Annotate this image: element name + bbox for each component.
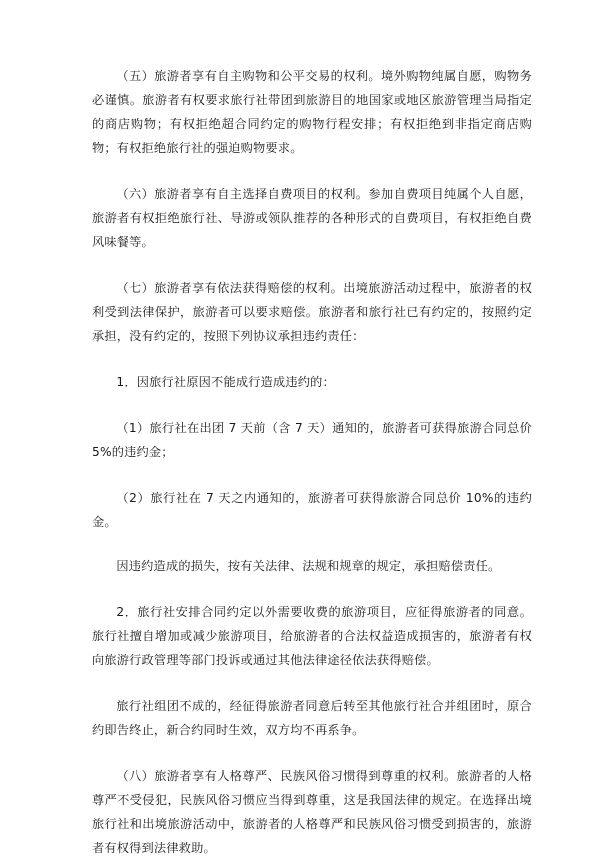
paragraph-shopping-rights: （五）旅游者享有自主购物和公平交易的权利。境外购物纯属自愿，购物务必谨慎。旅游者有权要求旅行社带团到旅游目的地国家或地区旅游管理当局指定的商店购物；有权拒绝超合同约定的购物行程安排；有权拒绝到非指定商店购物；有权拒绝旅行社的强迫购物要求。 xyxy=(92,69,532,155)
paragraph-item-1-sub-1: （1）旅行社在出团 7 天前（含 7 天）通知的，旅游者可获得旅游合同总价 5%的违约金； xyxy=(92,421,532,459)
paragraph-self-paid-items: （六）旅游者享有自主选择自费项目的权利。参加自费项目纯属个人自愿，旅游者有权拒绝旅行社、导游或领队推荐的各种形式的自费项目，有权拒绝自费风味餐等。 xyxy=(92,187,532,249)
paragraph-item-1-sub-2: （2）旅行社在 7 天之内通知的，旅游者可获得旅游合同总价 10%的违约金。 xyxy=(92,491,532,529)
paragraph-compensation-rights: （七）旅游者享有依法获得赔偿的权利。出境旅游活动过程中，旅游者的权利受到法律保护，旅游者可以要求赔偿。旅游者和旅行社已有约定的，按照约定承担，没有约定的，按照下列协议承担违约责任： xyxy=(92,281,532,343)
paragraph-item-2: 2．旅行社安排合同约定以外需要收费的旅游项目，应征得旅游者的同意。旅行社擅自增加或减少旅游项目，给旅游者的合法权益造成损害的，旅游者有权向旅游行政管理等部门投诉或通过其他法律途径依法获得赔偿。 xyxy=(92,605,532,667)
paragraph-item-1: 1．因旅行社原因不能成行造成违约的： xyxy=(116,375,335,389)
document-body xyxy=(92,64,532,860)
paragraph-dignity-rights: （八）旅游者享有人格尊严、民族风俗习惯得到尊重的权利。旅游者的人格尊严不受侵犯，民族风俗习惯应当得到尊重，这是我国法律的规定。在选择出境旅行社和出境旅游活动中，旅游者的人格尊严和民族风俗习惯受到损害的，旅游者有权得到法律救助。 xyxy=(92,769,532,855)
paragraph-group-merge: 旅行社组团不成的，经征得旅游者同意后转至其他旅行社合并组团时，原合约即告终止，新合约同时生效，双方均不再系争。 xyxy=(92,699,532,737)
paragraph-loss-liability: 因违约造成的损失，按有关法律、法规和规章的规定，承担赔偿责任。 xyxy=(116,559,501,573)
